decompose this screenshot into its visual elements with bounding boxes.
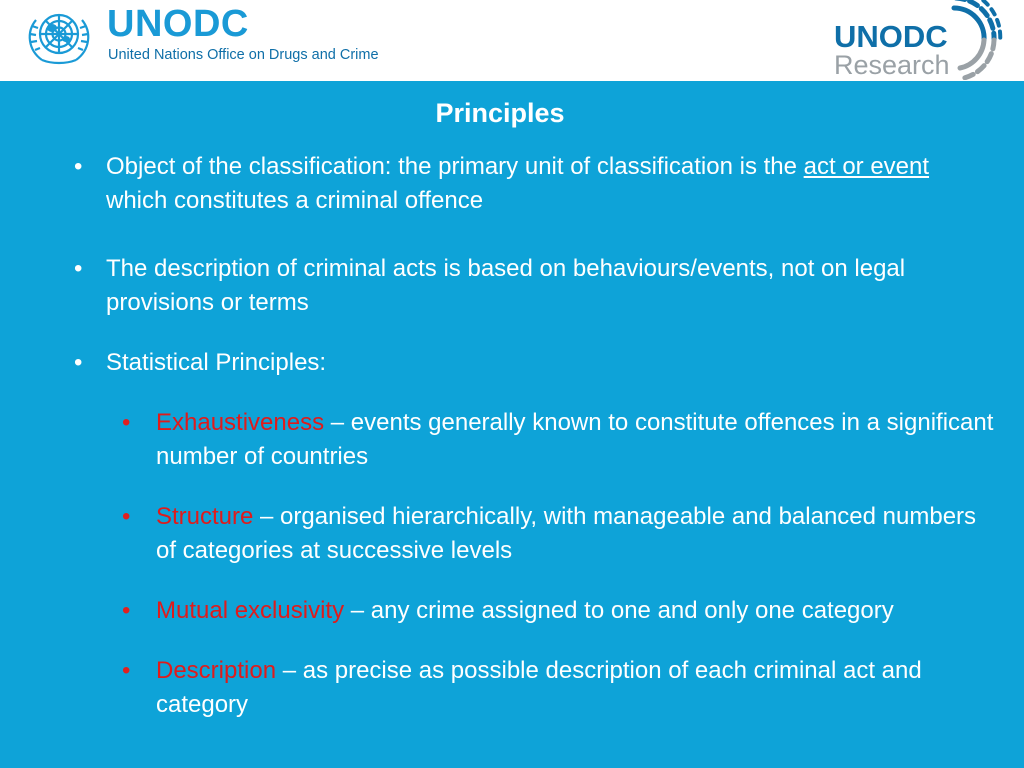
sub-bullet-item bbox=[122, 654, 994, 722]
un-emblem-icon bbox=[22, 4, 96, 68]
sub-bullet-dot-icon: • bbox=[122, 409, 131, 436]
bullet-text-underlined: act or event bbox=[803, 153, 930, 180]
brand-name: UNODC bbox=[107, 3, 249, 45]
principle-description: – organised hierarchically, with manageable and balanced numbers of categories at successive levels bbox=[156, 503, 977, 564]
bullet-dot-icon: • bbox=[74, 255, 83, 282]
bullet-text-prefix: Object of the classification: the primary unit of classification is the bbox=[106, 153, 804, 180]
bullet-text: The description of criminal acts is based on behaviours/events, not on legal provisions or terms bbox=[106, 255, 906, 316]
sub-bullet-dot-icon: • bbox=[122, 503, 131, 530]
brand-subtitle: United Nations Office on Drugs and Crime bbox=[108, 47, 379, 63]
bullet-list bbox=[74, 150, 994, 722]
slide-title: Principles bbox=[435, 98, 565, 128]
bullet-item bbox=[74, 150, 994, 218]
sub-bullet-dot-icon: • bbox=[122, 657, 131, 684]
principle-description: – any crime assigned to one and only one category bbox=[344, 597, 894, 624]
sub-bullet-item bbox=[122, 406, 994, 474]
bullet-item bbox=[74, 346, 994, 380]
bullet-text-suffix: which constitutes a criminal offence bbox=[106, 187, 484, 214]
principle-term: Description bbox=[156, 657, 277, 684]
bullet-text: Statistical Principles: bbox=[106, 349, 327, 376]
bullet-dot-icon: • bbox=[74, 349, 83, 376]
principle-description: – events generally known to constitute offences in a significant number of countries bbox=[156, 409, 994, 470]
sub-bullet-dot-icon: • bbox=[122, 597, 131, 624]
unodc-research-logo bbox=[834, 0, 1004, 80]
research-logo-research: Research bbox=[834, 50, 950, 80]
header-bar bbox=[0, 0, 1024, 81]
bullet-item bbox=[74, 252, 994, 320]
sub-bullet-item bbox=[122, 594, 994, 628]
principle-term: Structure bbox=[156, 503, 254, 530]
principle-description: – as precise as possible description of each criminal act and category bbox=[156, 657, 922, 718]
research-logo-unodc: UNODC bbox=[834, 19, 948, 54]
principle-term: Mutual exclusivity bbox=[156, 597, 345, 624]
sub-bullet-item bbox=[122, 500, 994, 568]
bullet-dot-icon: • bbox=[74, 153, 83, 180]
principle-term: Exhaustiveness bbox=[156, 409, 325, 436]
